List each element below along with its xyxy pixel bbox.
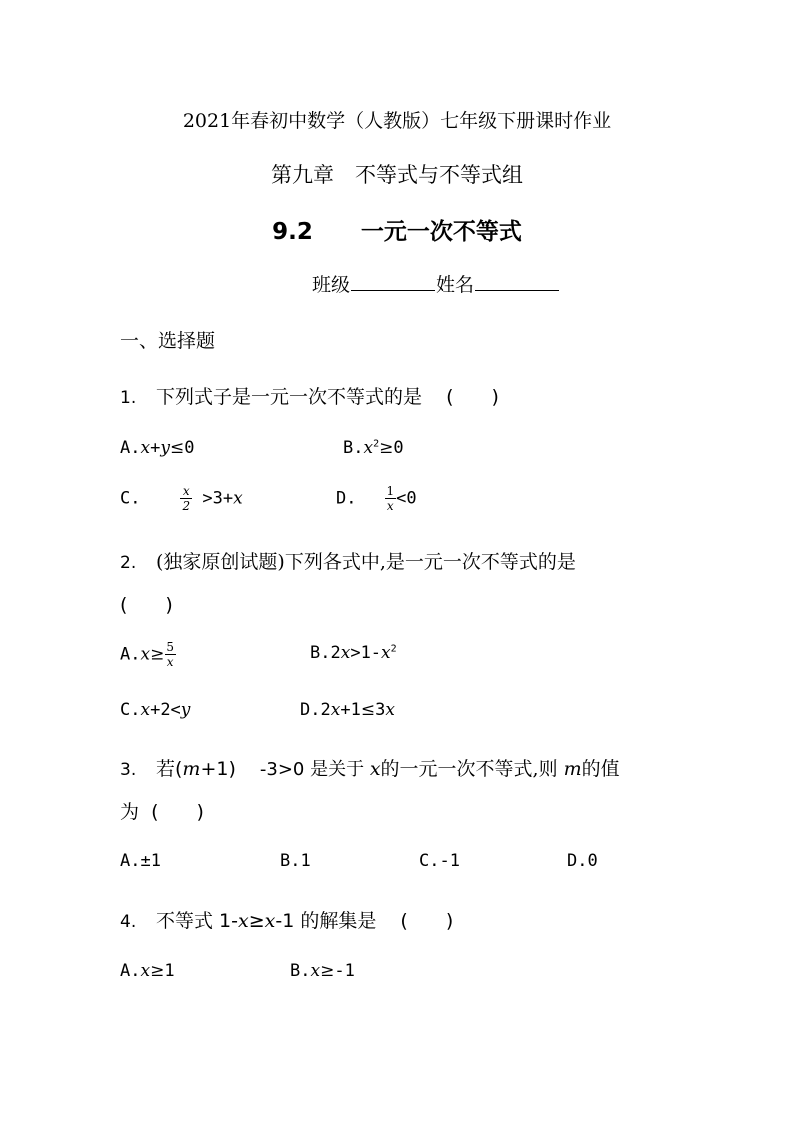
section-number: 9.2 bbox=[272, 219, 313, 245]
answer-paren: ( ) bbox=[400, 910, 454, 932]
q3-option-c: C.-1 bbox=[419, 851, 460, 871]
q4-option-a: A.x≥1 bbox=[120, 961, 175, 981]
section-heading: 一、选择题 bbox=[120, 330, 216, 352]
q2-option-b: $B.2x>1-x^2$ bbox=[310, 643, 397, 663]
q1-option-b: $B.x^2\ge 0$ bbox=[343, 438, 404, 458]
question-1 bbox=[120, 382, 499, 409]
q2-option-d: D.2x+1≤3x bbox=[300, 700, 395, 720]
fraction-1-over-x: $\frac{1}{x}$ bbox=[386, 484, 395, 513]
q1-option-a: A.x+y≤0 bbox=[120, 438, 195, 458]
question-number: 3. bbox=[120, 760, 137, 780]
fraction-5-over-x: $\frac{5}{x}$ bbox=[166, 640, 174, 669]
answer-paren: ( ) bbox=[446, 386, 499, 408]
student-info bbox=[312, 270, 560, 297]
q1-option-d: D. $\frac{1}{x}$ <0 bbox=[336, 484, 417, 513]
question-text: (独家原创试题)下列各式中,是一元一次不等式的是 bbox=[156, 551, 576, 573]
section-title bbox=[0, 213, 794, 246]
question-number: 1. bbox=[120, 388, 137, 408]
question-text: 下列式子是一元一次不等式的是 bbox=[156, 386, 423, 408]
q1-option-c: C. $\frac{x}{2}$ >3+x bbox=[120, 484, 243, 513]
q2-option-a: A.x≥ $\frac{5}{x}$ bbox=[120, 640, 174, 669]
question-4: 4. 不等式 1-x≥x-1 的解集是 ( ) bbox=[120, 910, 454, 932]
question-3-line2: 为 ( ) bbox=[120, 801, 204, 823]
q4-option-b: B.x≥-1 bbox=[290, 961, 355, 981]
class-blank[interactable] bbox=[351, 272, 435, 291]
document-title: 2021年春初中数学（人教版）七年级下册课时作业 bbox=[182, 110, 612, 132]
chapter-title: 第九章 不等式与不等式组 bbox=[271, 163, 523, 187]
question-3: 3. 若(m+1) -3>0 是关于 x的一元一次不等式,则 m的值 bbox=[120, 758, 620, 780]
question-number: 2. bbox=[120, 553, 137, 573]
name-blank[interactable] bbox=[475, 272, 559, 291]
question-number: 4. bbox=[120, 912, 137, 932]
question-2-paren bbox=[120, 590, 173, 617]
name-label: 姓名 bbox=[436, 274, 475, 296]
question-2 bbox=[120, 547, 576, 574]
q3-option-d: D.0 bbox=[567, 851, 598, 871]
fraction-x-over-2: $\frac{x}{2}$ bbox=[182, 484, 191, 513]
answer-paren: ( ) bbox=[120, 594, 173, 616]
q3-option-a: A.±1 bbox=[120, 851, 161, 871]
section-name: 一元一次不等式 bbox=[360, 219, 522, 245]
q3-option-b: B.1 bbox=[280, 851, 311, 871]
class-label: 班级 bbox=[312, 274, 351, 296]
answer-paren: ( ) bbox=[151, 801, 204, 823]
q2-option-c: C.x+2<y bbox=[120, 700, 191, 720]
